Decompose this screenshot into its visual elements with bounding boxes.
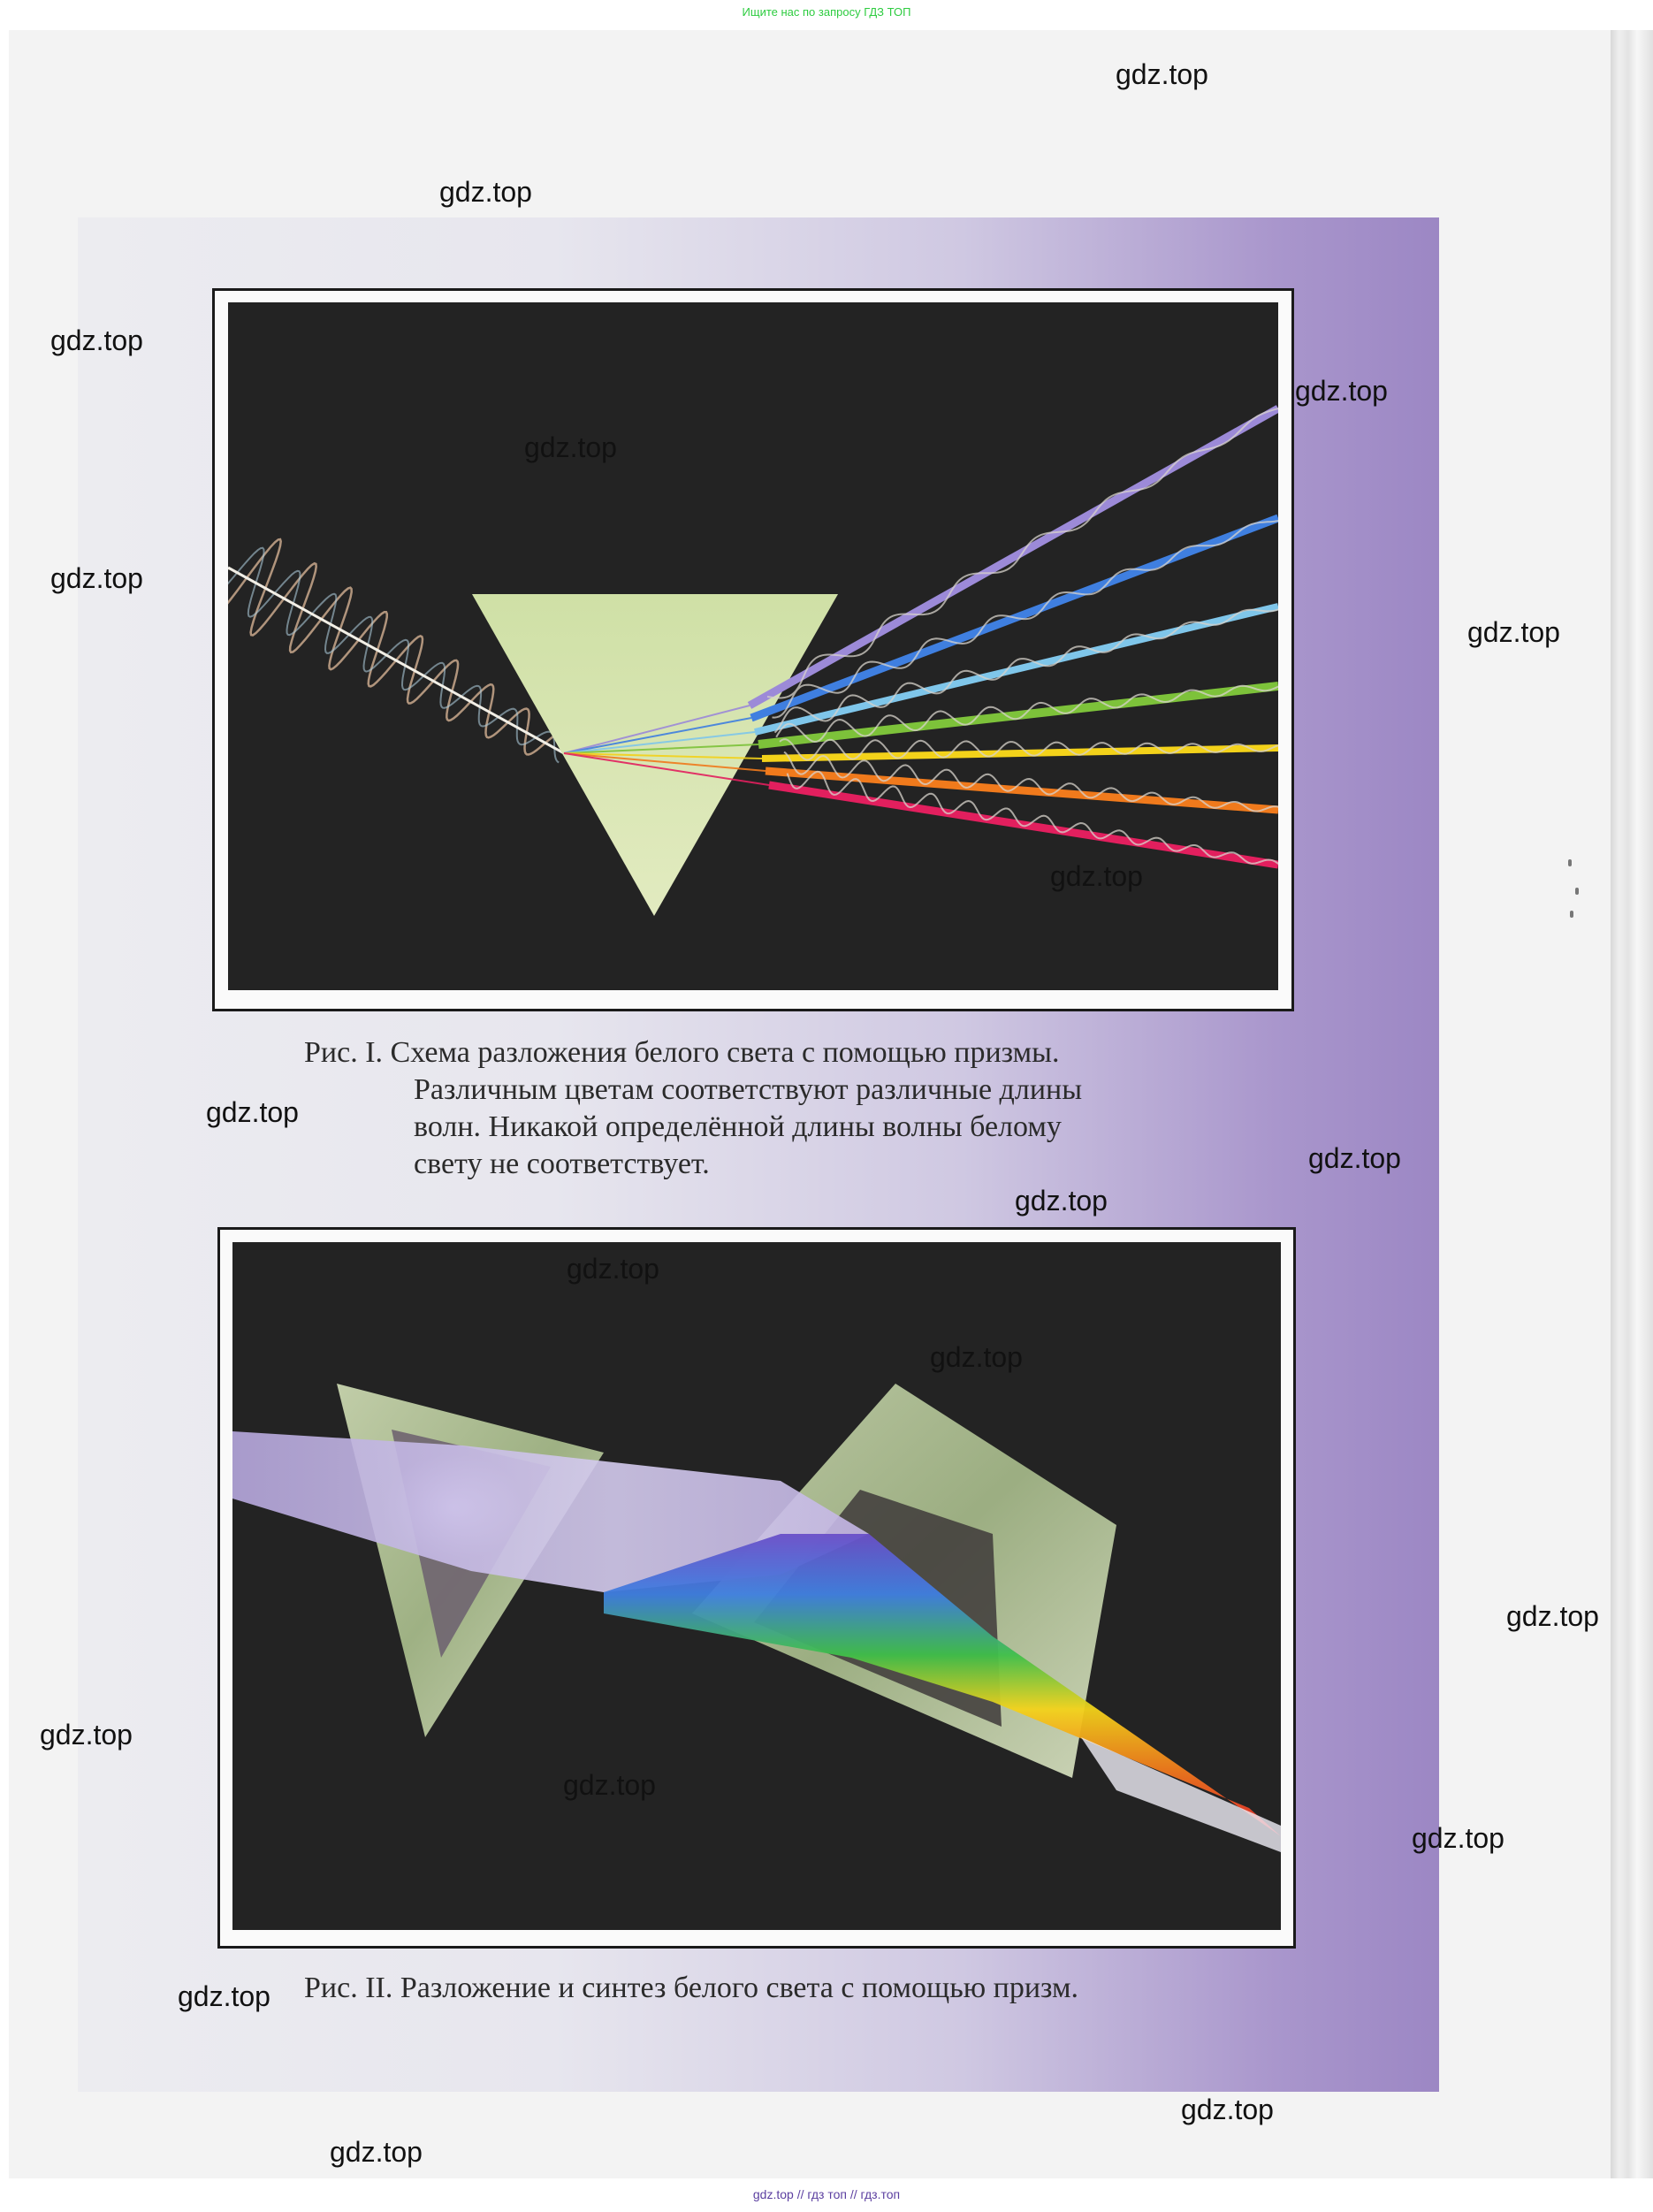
figure-2-two-prisms — [232, 1242, 1281, 1930]
caption-line: Различным цветам соответствуют различные длины — [414, 1073, 1083, 1106]
watermark: gdz.top — [930, 1341, 1023, 1373]
figure-1-caption — [304, 1034, 1250, 1183]
watermark: gdz.top — [40, 1719, 133, 1751]
watermark: gdz.top — [563, 1769, 656, 1801]
watermark: gdz.top — [1506, 1600, 1599, 1632]
watermark: gdz.top — [439, 176, 532, 208]
watermark: gdz.top — [178, 1980, 270, 2012]
scan-speck — [1575, 888, 1579, 895]
watermark: gdz.top — [1015, 1185, 1108, 1217]
watermark: gdz.top — [330, 2136, 423, 2168]
watermark: gdz.top — [1295, 375, 1388, 407]
watermark: gdz.top — [206, 1096, 299, 1128]
figure-2-caption: Рис. II. Разложение и синтез белого света с помощью призм. — [304, 1972, 1078, 2004]
top-banner[interactable]: Ищите нас по запросу ГДЗ ТОП — [742, 5, 911, 19]
watermark: gdz.top — [50, 324, 143, 356]
watermark: gdz.top — [1116, 58, 1208, 90]
watermark: gdz.top — [1467, 616, 1560, 648]
watermark: gdz.top — [524, 431, 617, 463]
caption-line: Рис. I. Схема разложения белого света с помощью призмы. — [304, 1036, 1060, 1069]
scan-speck — [1570, 911, 1573, 918]
watermark: gdz.top — [567, 1253, 659, 1285]
caption-line: свету не соответствует. — [414, 1148, 710, 1180]
caption-line: волн. Никакой определённой длины волны белому — [414, 1110, 1062, 1143]
watermark: gdz.top — [1181, 2094, 1274, 2125]
footer-links[interactable]: gdz.top // гдз топ // гдз.топ — [752, 2187, 901, 2201]
watermark: gdz.top — [1308, 1142, 1401, 1174]
watermark: gdz.top — [1050, 860, 1143, 892]
scan-speck — [1568, 859, 1572, 866]
page-binding-edge — [1611, 30, 1653, 2178]
watermark: gdz.top — [1412, 1822, 1504, 1854]
watermark: gdz.top — [50, 562, 143, 594]
